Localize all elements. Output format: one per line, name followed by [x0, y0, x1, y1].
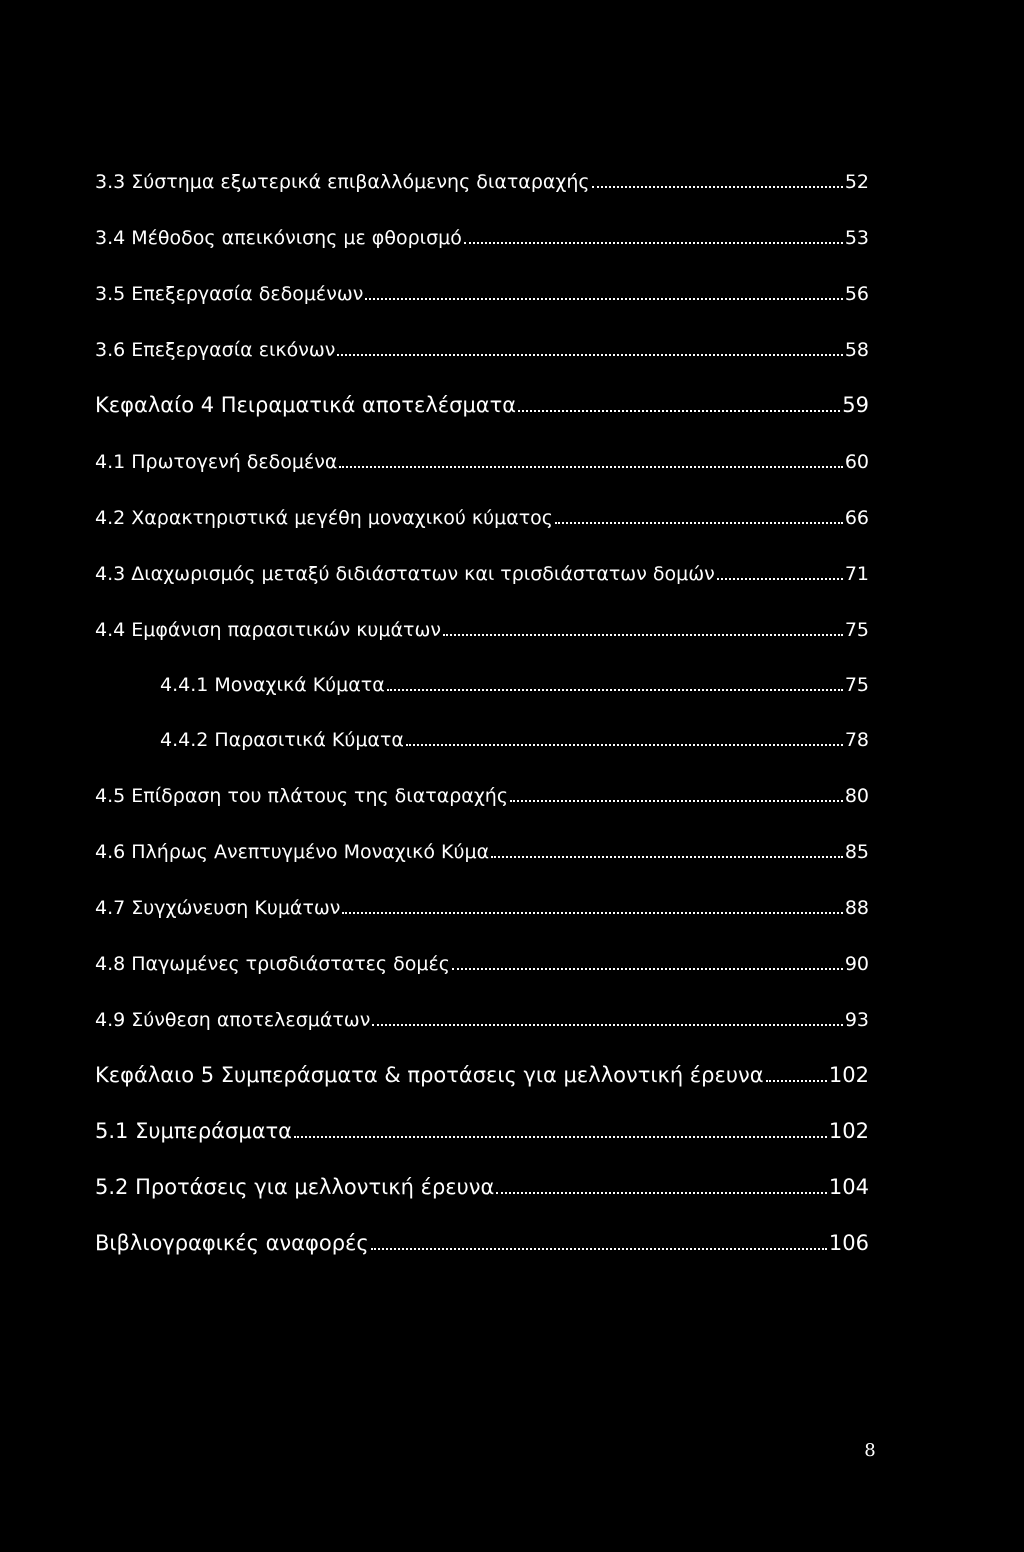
toc-entry-page: 60	[844, 451, 869, 473]
toc-entry-3-4	[95, 214, 869, 248]
toc-entry-page: 85	[844, 841, 869, 863]
toc-entry-label: 5.1 Συμπεράσματα	[95, 1119, 293, 1143]
dot-leader	[496, 1192, 827, 1194]
toc-entry-3-5	[95, 270, 869, 304]
toc-entry-label: 4.7 Συγχώνευση Κυμάτων	[95, 897, 341, 919]
toc-entry-chapter-5	[95, 1052, 869, 1086]
toc-entry-4-5	[95, 772, 869, 806]
toc-entry-label: 4.4 Εμφάνιση παρασιτικών κυμάτων	[95, 619, 441, 641]
dot-leader	[406, 744, 843, 746]
toc-entry-4-4	[95, 606, 869, 640]
toc-entry-label: 5.2 Προτάσεις για μελλοντική έρευνα	[95, 1175, 495, 1199]
toc-entry-4-3	[95, 550, 869, 584]
dot-leader	[294, 1136, 827, 1138]
toc-entry-page: 71	[844, 563, 869, 585]
toc-entry-label: 4.6 Πλήρως Ανεπτυγμένο Μοναχικό Κύμα	[95, 841, 490, 863]
dot-leader	[717, 578, 843, 580]
toc-entry-label: 4.9 Σύνθεση αποτελεσμάτων	[95, 1009, 371, 1031]
dot-leader	[555, 522, 843, 524]
dot-leader	[464, 242, 843, 244]
dot-leader	[452, 968, 843, 970]
toc-entry-label: 4.2 Χαρακτηριστικά μεγέθη μοναχικού κύματος	[95, 507, 553, 529]
toc-entry-4-2	[95, 494, 869, 528]
toc-entry-5-2	[95, 1164, 869, 1198]
toc-entry-label: 3.4 Μέθοδος απεικόνισης με φθορισμό	[95, 227, 462, 249]
toc-entry-page: 78	[844, 729, 869, 751]
dot-leader	[372, 1024, 842, 1026]
toc-entry-page: 93	[844, 1009, 869, 1031]
toc-entry-4-1	[95, 438, 869, 472]
toc-entry-label: 4.8 Παγωμένες τρισδιάστατες δομές	[95, 953, 450, 975]
dot-leader	[518, 410, 840, 412]
toc-entry-4-7	[95, 884, 869, 918]
toc-entry-4-4-1	[160, 661, 869, 695]
dot-leader	[510, 800, 843, 802]
toc-entry-page: 80	[844, 785, 869, 807]
page-number: 8	[864, 1440, 876, 1461]
toc-entry-page: 75	[844, 674, 869, 696]
dot-leader	[387, 689, 843, 691]
toc-entry-page: 52	[844, 171, 869, 193]
dot-leader	[371, 1248, 827, 1250]
dot-leader	[491, 856, 843, 858]
toc-entry-5-1	[95, 1108, 869, 1142]
toc-entry-label: 4.3 Διαχωρισμός μεταξύ διδιάστατων και τρισδιάστατων δομών	[95, 563, 715, 585]
toc-entry-label: Κεφάλαιο 5 Συμπεράσματα & προτάσεις για μελλοντική έρευνα	[95, 1063, 764, 1087]
toc-entry-page: 102	[828, 1063, 869, 1087]
toc-entry-4-6	[95, 828, 869, 862]
toc-entry-page: 102	[828, 1119, 869, 1143]
toc-entry-label: Βιβλιογραφικές αναφορές	[95, 1231, 369, 1255]
toc-entry-bibliography	[95, 1220, 869, 1254]
toc-entry-page: 58	[844, 339, 869, 361]
toc-entry-label: 4.5 Επίδραση του πλάτους της διαταραχής	[95, 785, 508, 807]
toc-entry-label: 4.1 Πρωτογενή δεδομένα	[95, 451, 338, 473]
toc-entry-label: Κεφαλαίο 4 Πειραματικά αποτελέσματα	[95, 393, 517, 417]
dot-leader	[766, 1080, 827, 1082]
toc-entry-chapter-4	[95, 382, 869, 416]
toc-entry-page: 53	[844, 227, 869, 249]
toc-entry-page: 66	[844, 507, 869, 529]
toc-entry-3-3	[95, 158, 869, 192]
toc-entry-4-4-2	[160, 716, 869, 750]
dot-leader	[342, 912, 842, 914]
toc-entry-label: 4.4.1 Μοναχικά Κύματα	[160, 674, 385, 696]
toc-entry-label: 3.5 Επεξεργασία δεδομένων	[95, 283, 364, 305]
toc-entry-label: 4.4.2 Παρασιτικά Κύματα	[160, 729, 404, 751]
toc-entry-page: 106	[828, 1231, 869, 1255]
toc-entry-3-6	[95, 326, 869, 360]
dot-leader	[443, 634, 843, 636]
toc-entry-page: 56	[844, 283, 869, 305]
toc-entry-page: 88	[844, 897, 869, 919]
toc-entry-4-8	[95, 940, 869, 974]
dot-leader	[339, 466, 842, 468]
toc-entry-4-9	[95, 996, 869, 1030]
toc-entry-page: 90	[844, 953, 869, 975]
toc-entry-label: 3.3 Σύστημα εξωτερικά επιβαλλόμενης διαταραχής	[95, 171, 590, 193]
toc-entry-label: 3.6 Επεξεργασία εικόνων	[95, 339, 336, 361]
dot-leader	[592, 186, 843, 188]
toc-entry-page: 59	[842, 393, 869, 417]
dot-leader	[365, 298, 842, 300]
toc-entry-page: 75	[844, 619, 869, 641]
toc-entry-page: 104	[828, 1175, 869, 1199]
dot-leader	[337, 354, 842, 356]
